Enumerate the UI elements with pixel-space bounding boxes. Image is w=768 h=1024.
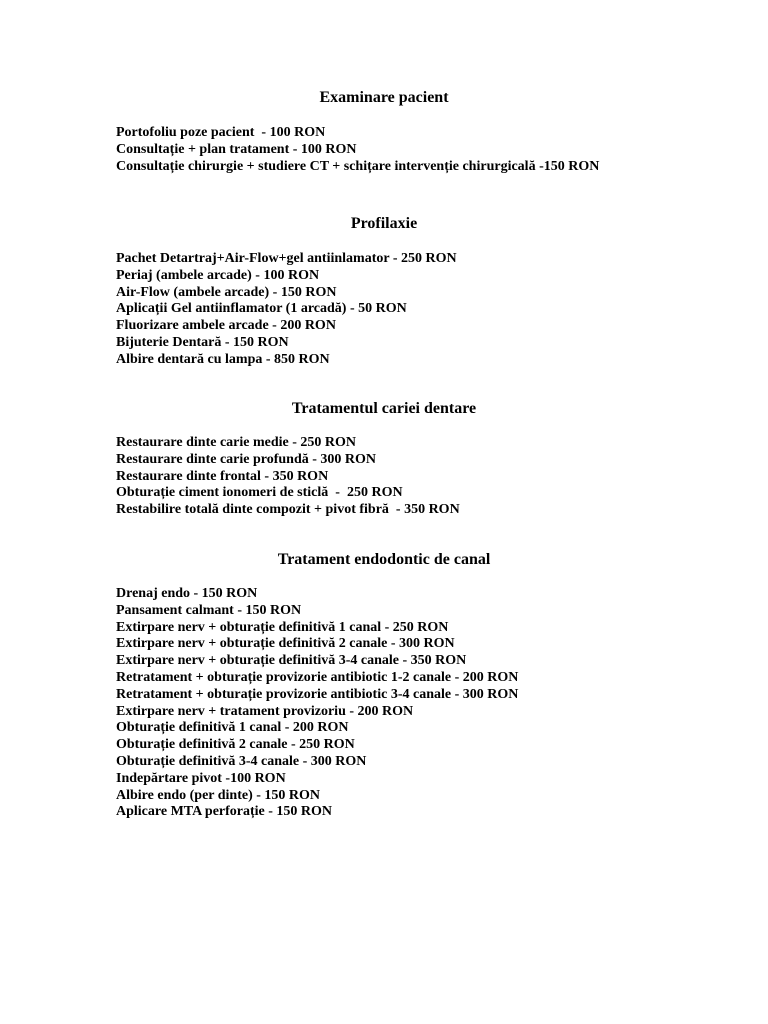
price-item: Restaurare dinte frontal - 350 RON	[116, 468, 329, 484]
price-item: Albire endo (per dinte) - 150 RON	[116, 787, 321, 803]
price-list	[116, 125, 599, 175]
price-item: Obturație definitivă 2 canale - 250 RON	[116, 737, 355, 753]
price-item: Periaj (ambele arcade) - 100 RON	[116, 267, 320, 283]
price-item: Air-Flow (ambele arcade) - 150 RON	[116, 284, 337, 300]
price-item: Restaurare dinte carie profundă - 300 RON	[116, 451, 377, 467]
section-profilaxie	[0, 214, 768, 367]
price-item: Fluorizare ambele arcade - 200 RON	[116, 318, 336, 334]
price-list	[116, 586, 518, 821]
price-item: Extirpare nerv + obturație definitivă 3-4 canale - 350 RON	[116, 653, 467, 669]
price-item: Restaurare dinte carie medie - 250 RON	[116, 435, 357, 450]
section-tratament-endodontic	[0, 550, 768, 820]
section-title: Tratament endodontic de canal	[277, 551, 491, 568]
price-item: Extirpare nerv + obturație definitivă 1 canal - 250 RON	[116, 619, 449, 635]
price-item: Indepărtare pivot -100 RON	[116, 770, 286, 786]
price-item: Obturație ciment ionomeri de sticlă - 250 RON	[116, 485, 403, 501]
price-item: Portofoliu poze pacient - 100 RON	[116, 125, 326, 140]
price-item: Pachet Detartraj+Air-Flow+gel antiinlamator - 250 RON	[116, 251, 457, 266]
price-item: Consultație + plan tratament - 100 RON	[116, 141, 357, 157]
section-examinare-pacient	[0, 88, 768, 174]
section-title: Examinare pacient	[319, 89, 449, 106]
section-tratamentul-cariei	[0, 399, 768, 518]
price-item: Extirpare nerv + tratament provizoriu - 200 RON	[116, 703, 414, 719]
price-item: Restabilire totală dinte compozit + pivot fibră - 350 RON	[116, 502, 460, 518]
price-item: Pansament calmant - 150 RON	[116, 602, 302, 618]
price-item: Retratament + obturație provizorie antibiotic 3-4 canale - 300 RON	[116, 686, 519, 702]
price-item: Obturație definitivă 1 canal - 200 RON	[116, 720, 349, 736]
price-item: Aplicații Gel antiinflamator (1 arcadă) - 50 RON	[116, 301, 407, 317]
price-item: Retratament + obturație provizorie antibiotic 1-2 canale - 200 RON	[116, 669, 519, 685]
price-list	[116, 435, 460, 519]
section-title: Tratamentul cariei dentare	[291, 400, 477, 417]
price-item: Drenaj endo - 150 RON	[116, 586, 258, 601]
price-item: Extirpare nerv + obturație definitivă 2 canale - 300 RON	[116, 636, 455, 652]
price-list	[116, 251, 457, 369]
price-item: Consultație chirurgie + studiere CT + schițare intervenție chirurgicală -150 RON	[116, 158, 600, 174]
section-title: Profilaxie	[350, 215, 418, 232]
price-item: Albire dentară cu lampa - 850 RON	[116, 351, 330, 367]
price-item: Obturație definitivă 3-4 canale - 300 RON	[116, 753, 367, 769]
price-item: Aplicare MTA perforație - 150 RON	[116, 804, 333, 820]
price-item: Bijuterie Dentară - 150 RON	[116, 334, 289, 350]
